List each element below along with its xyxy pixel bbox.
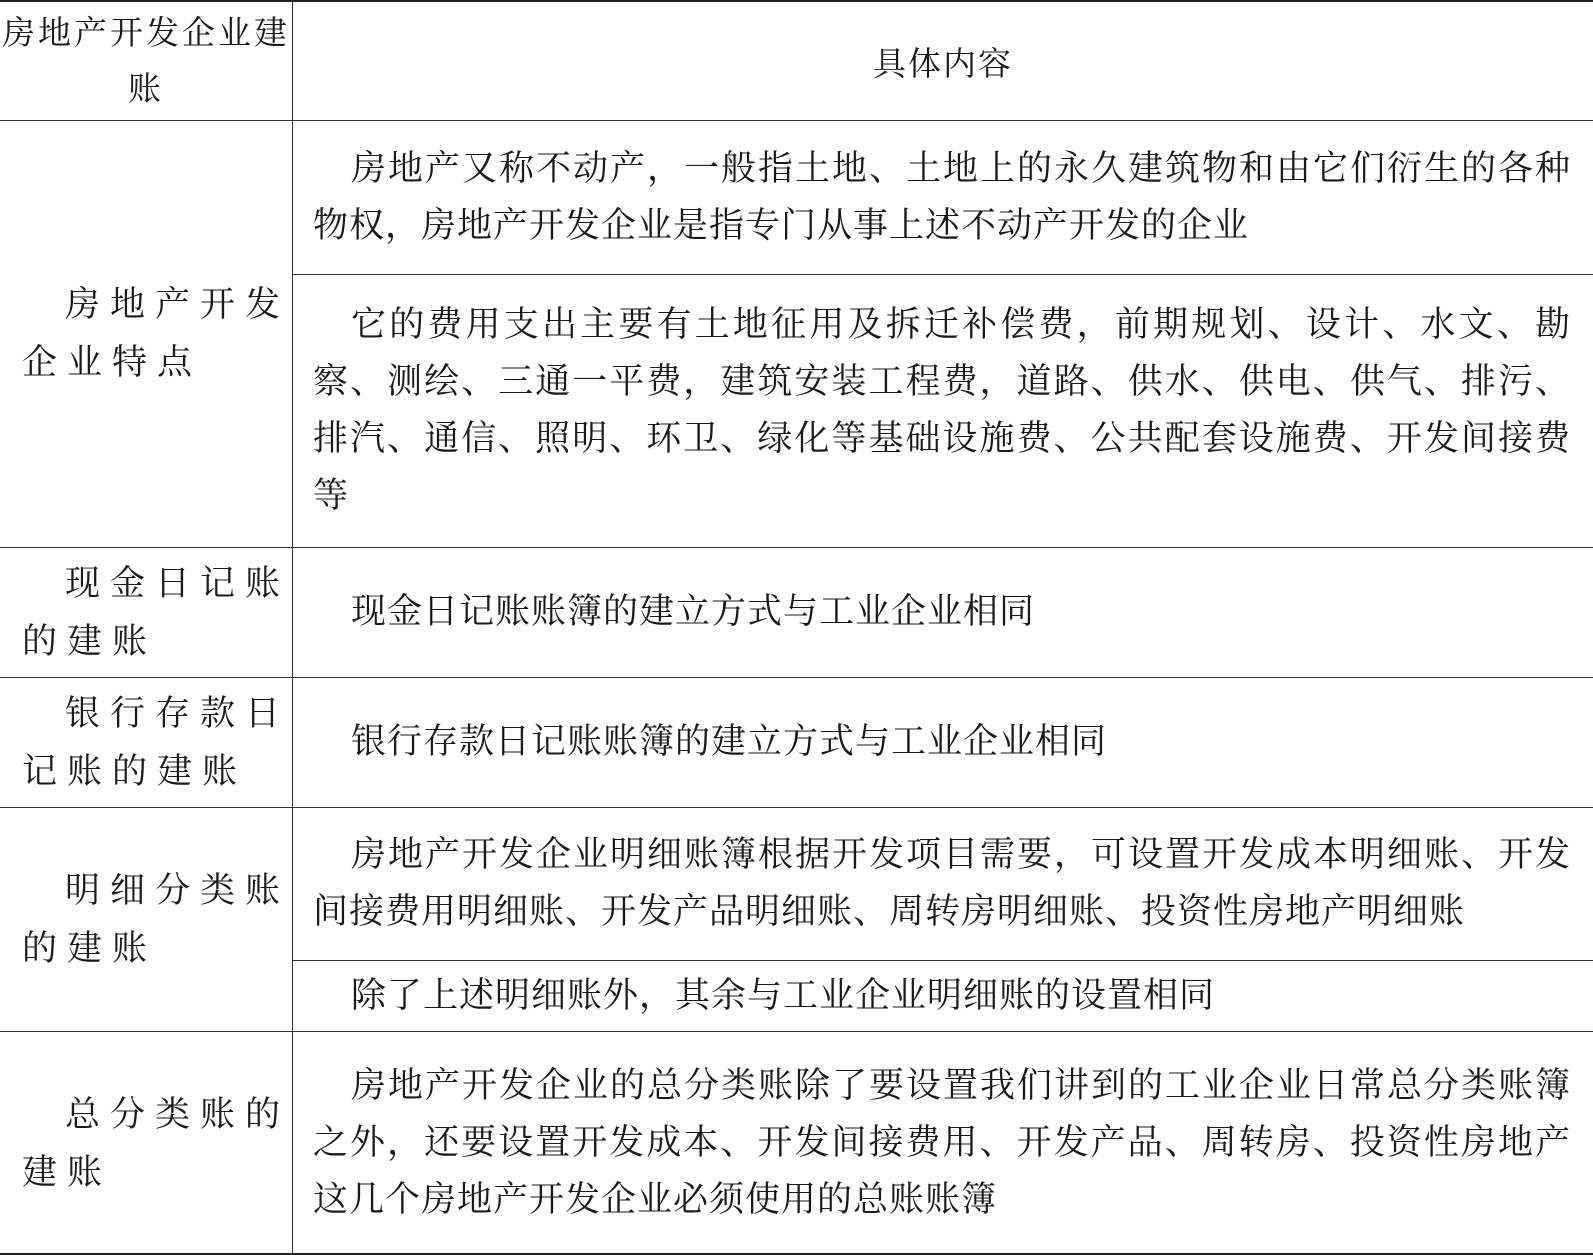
table-row (0, 1032, 1593, 1255)
content-paragraph (293, 1032, 1593, 1255)
row-content-cell (293, 121, 1593, 547)
content-paragraph (293, 678, 1593, 807)
table-row (0, 808, 1593, 1032)
row-content-cell (293, 548, 1593, 677)
content-text: 房地产开发企业的总分类账除了要设置我们讲到的工业企业日常总分类账簿之外，还要设置开发成本、开发间接费用、开发产品、周转房、投资性房地产这几个房地产开发企业必须使用的总账账簿 (313, 1066, 1571, 1220)
content-paragraph (293, 121, 1593, 275)
row-label: 现金日记账的建账 (22, 563, 291, 662)
header-category-label: 房地产开发企业建账 (2, 13, 290, 108)
content-text: 房地产又称不动产，一般指土地、土地上的永久建筑物和由它们衍生的各种物权，房地产开发企业是指专门从事上述不动产开发的企业 (313, 148, 1571, 246)
row-label-cell (0, 808, 293, 1031)
row-label-cell (0, 548, 293, 677)
content-paragraph (293, 275, 1593, 547)
content-paragraph (293, 808, 1593, 961)
row-label-cell (0, 121, 293, 547)
content-paragraph (293, 548, 1593, 677)
table-row (0, 121, 1593, 548)
content-text: 房地产开发企业明细账簿根据开发项目需要，可设置开发成本明细账、开发间接费用明细账、开发产品明细账、周转房明细账、投资性房地产明细账 (313, 835, 1571, 932)
row-content-cell (293, 1032, 1593, 1255)
row-content-cell (293, 678, 1593, 807)
content-text: 银行存款日记账账簿的建立方式与工业企业相同 (351, 722, 1108, 762)
row-label: 房地产开发企业特点 (22, 285, 291, 383)
content-text: 除了上述明细账外，其余与工业企业明细账的设置相同 (351, 975, 1216, 1016)
row-content-cell (293, 808, 1593, 1031)
header-content-label: 具体内容 (873, 43, 1013, 83)
row-label-cell (0, 678, 293, 807)
content-paragraph (293, 961, 1593, 1031)
header-cell-category (0, 2, 293, 120)
header-cell-content (293, 2, 1593, 120)
row-label: 银行存款日记账的建账 (22, 693, 291, 792)
table-header-row (0, 2, 1593, 121)
row-label: 总分类账的建账 (22, 1094, 291, 1193)
table-row (0, 678, 1593, 808)
content-text: 现金日记账账簿的建立方式与工业企业相同 (351, 592, 1036, 632)
table-row (0, 548, 1593, 678)
row-label-cell (0, 1032, 293, 1255)
row-label: 明细分类账的建账 (22, 870, 291, 969)
content-text: 它的费用支出主要有土地征用及拆迁补偿费，前期规划、设计、水文、勘察、测绘、三通一平费，建筑安装工程费，道路、供水、供电、供气、排污、排汽、通信、照明、环卫、绿化等基础设施费、公共配套设施费、开发间接费等 (313, 305, 1571, 516)
